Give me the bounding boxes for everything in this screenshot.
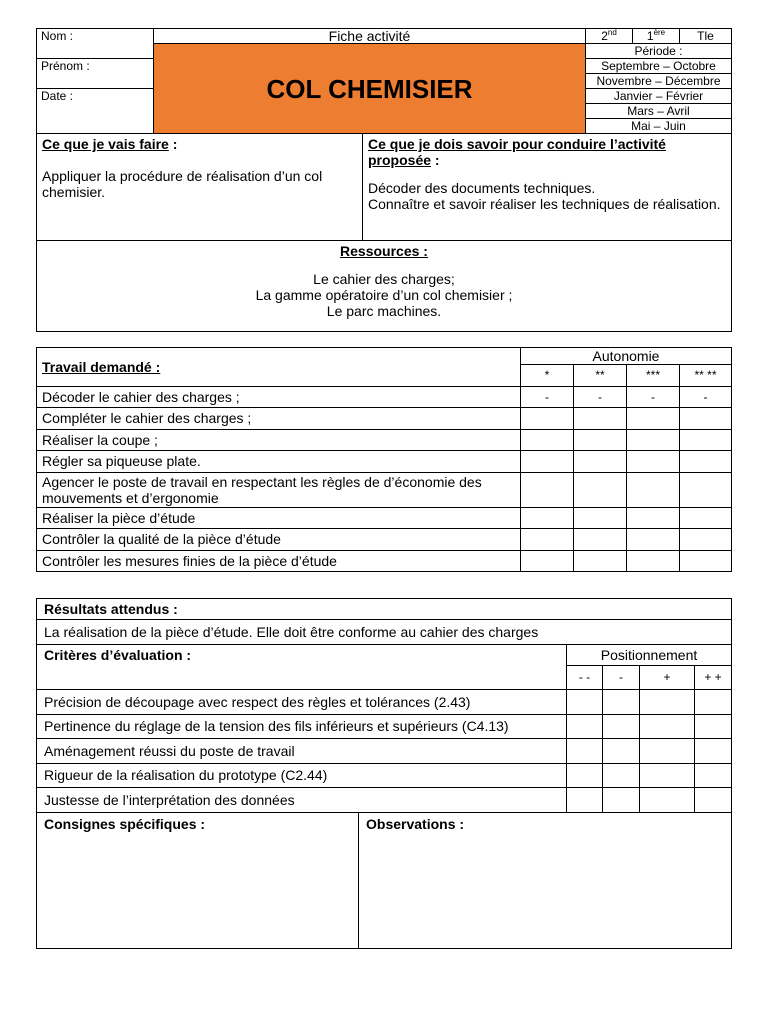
task-row [37, 451, 732, 473]
task-mark[interactable] [680, 472, 732, 507]
position-level: - [603, 665, 640, 690]
ressources-heading: Ressources : [340, 243, 428, 259]
autonomie-level: *** [627, 365, 680, 387]
task-mark[interactable] [627, 550, 680, 572]
ressources-cell [37, 241, 732, 332]
task-mark[interactable] [521, 472, 574, 507]
task-mark[interactable] [680, 550, 732, 572]
task-mark[interactable] [521, 408, 574, 430]
task-mark[interactable] [627, 529, 680, 551]
task-mark[interactable] [680, 451, 732, 473]
criterion-text: Justesse de l’interprétation des données [37, 788, 567, 813]
savoir-heading: Ce que je dois savoir pour conduire l’activité proposée [368, 136, 666, 168]
criterion-mark[interactable] [603, 788, 640, 813]
task-row [37, 429, 732, 451]
ressource-item: Le parc machines. [326, 303, 442, 319]
task-mark[interactable] [521, 429, 574, 451]
period-option[interactable]: Mai – Juin [586, 119, 732, 134]
task-mark[interactable]: - [574, 386, 627, 408]
task-row [37, 550, 732, 572]
resultats-heading-cell [37, 599, 732, 620]
task-mark[interactable] [521, 529, 574, 551]
task-mark[interactable] [680, 529, 732, 551]
criterion-row [37, 739, 732, 764]
criterion-mark[interactable] [695, 788, 732, 813]
page-title: COL CHEMISIER [266, 73, 473, 104]
autonomie-level: ** ** [680, 365, 732, 387]
faire-cell: Ce que je vais faire : Appliquer la procédure de réalisation d’un col chemisier. [37, 134, 363, 241]
autonomie-label: Autonomie [521, 348, 732, 365]
period-option[interactable]: Mars – Avril [586, 104, 732, 119]
task-mark[interactable] [680, 507, 732, 529]
doc-type: Fiche activité [154, 29, 586, 44]
task-text: Régler sa piqueuse plate. [37, 451, 521, 473]
level-1ere[interactable]: 1ère [633, 29, 680, 44]
consignes-box[interactable] [37, 812, 359, 948]
criterion-mark[interactable] [640, 763, 695, 788]
ressource-item: La gamme opératoire d’un col chemisier ; [255, 287, 513, 303]
nom-label: Nom : [41, 29, 74, 43]
criterion-mark[interactable] [603, 763, 640, 788]
task-mark[interactable] [574, 472, 627, 507]
criterion-mark[interactable] [640, 714, 695, 739]
title-banner [154, 44, 586, 134]
task-text: Réaliser la coupe ; [37, 429, 521, 451]
criterion-mark[interactable] [695, 739, 732, 764]
resultats-table [36, 598, 732, 949]
travail-heading-cell [37, 348, 521, 387]
criterion-row [37, 690, 732, 715]
period-option[interactable]: Septembre – Octobre [586, 59, 732, 74]
task-mark[interactable] [574, 550, 627, 572]
criterion-mark[interactable] [695, 714, 732, 739]
periode-label: Période : [586, 44, 732, 59]
criterion-row [37, 788, 732, 813]
task-row [37, 386, 732, 408]
savoir-line: Décoder des documents techniques. [368, 180, 596, 196]
criterion-text: Pertinence du réglage de la tension des fils inférieurs et supérieurs (C4.13) [37, 714, 567, 739]
travail-heading: Travail demandé : [42, 358, 161, 375]
task-mark[interactable] [521, 507, 574, 529]
position-level: - - [567, 665, 603, 690]
task-mark[interactable] [574, 529, 627, 551]
criterion-mark[interactable] [603, 690, 640, 715]
task-mark[interactable] [627, 507, 680, 529]
criterion-mark[interactable] [567, 690, 603, 715]
task-mark[interactable]: - [627, 386, 680, 408]
criterion-mark[interactable] [640, 739, 695, 764]
task-mark[interactable] [574, 408, 627, 430]
objectives-table [36, 133, 732, 332]
prenom-field[interactable] [37, 59, 154, 89]
header-table [36, 28, 732, 134]
task-row [37, 529, 732, 551]
faire-heading: Ce que je vais faire [42, 136, 169, 152]
prenom-label: Prénom : [41, 59, 90, 73]
criterion-mark[interactable] [603, 739, 640, 764]
period-option[interactable]: Novembre – Décembre [586, 74, 732, 89]
task-mark[interactable] [627, 429, 680, 451]
task-mark[interactable] [574, 429, 627, 451]
autonomie-level: ** [574, 365, 627, 387]
observations-box[interactable] [359, 812, 732, 948]
task-mark[interactable] [574, 451, 627, 473]
task-row [37, 408, 732, 430]
criterion-mark[interactable] [567, 714, 603, 739]
task-mark[interactable] [574, 507, 627, 529]
criteres-heading-cell [37, 644, 567, 690]
criterion-mark[interactable] [603, 714, 640, 739]
level-2nd[interactable]: 2nd [586, 29, 633, 44]
consignes-heading: Consignes spécifiques : [44, 815, 206, 832]
task-text: Réaliser la pièce d’étude [37, 507, 521, 529]
task-mark[interactable] [627, 408, 680, 430]
resultats-heading: Résultats attendus : [44, 601, 178, 617]
date-field[interactable] [37, 89, 154, 134]
criterion-text: Aménagement réussi du poste de travail [37, 739, 567, 764]
positionnement-label: Positionnement [567, 644, 732, 665]
resultats-text: La réalisation de la pièce d’étude. Elle doit être conforme au cahier des charges [37, 620, 732, 645]
criterion-row [37, 714, 732, 739]
autonomie-level: * [521, 365, 574, 387]
savoir-cell: Ce que je dois savoir pour conduire l’activité proposée : Décoder des documents techniques. Connaître et savoir réaliser les techniques de réalisation. [363, 134, 732, 241]
criterion-mark[interactable] [640, 690, 695, 715]
task-mark[interactable] [680, 429, 732, 451]
task-mark[interactable] [680, 408, 732, 430]
task-text: Contrôler les mesures finies de la pièce d’étude [37, 550, 521, 572]
criterion-text: Précision de découpage avec respect des règles et tolérances (2.43) [37, 690, 567, 715]
task-text: Compléter le cahier des charges ; [37, 408, 521, 430]
nom-field[interactable] [37, 29, 154, 59]
faire-text: Appliquer la procédure de réalisation d’un col chemisier. [42, 168, 323, 200]
criterion-text: Rigueur de la réalisation du prototype (C2.44) [37, 763, 567, 788]
criteres-heading: Critères d’évaluation : [44, 646, 192, 663]
criterion-mark[interactable] [695, 763, 732, 788]
date-label: Date : [41, 89, 74, 103]
period-option[interactable]: Janvier – Février [586, 89, 732, 104]
savoir-line: Connaître et savoir réaliser les techniques de réalisation. [368, 196, 721, 212]
task-text: Décoder le cahier des charges ; [37, 386, 521, 408]
task-row [37, 507, 732, 529]
position-level: + [640, 665, 695, 690]
ressource-item: Le cahier des charges; [313, 271, 455, 287]
task-mark[interactable] [627, 451, 680, 473]
position-level: + + [695, 665, 732, 690]
travail-table [36, 347, 732, 572]
task-mark[interactable] [627, 472, 680, 507]
task-mark[interactable] [521, 550, 574, 572]
task-mark[interactable]: - [521, 386, 574, 408]
criterion-row [37, 763, 732, 788]
task-row [37, 472, 732, 507]
criterion-mark[interactable] [567, 739, 603, 764]
criterion-mark[interactable] [640, 788, 695, 813]
level-tle[interactable]: Tle [680, 29, 732, 44]
criterion-mark[interactable] [567, 788, 603, 813]
task-mark[interactable] [521, 451, 574, 473]
task-text: Agencer le poste de travail en respectant les règles de d’économie des mouvements et d’ergonomie [37, 472, 521, 507]
criterion-mark[interactable] [695, 690, 732, 715]
observations-heading: Observations : [366, 815, 465, 832]
criterion-mark[interactable] [567, 763, 603, 788]
task-mark[interactable]: - [680, 386, 732, 408]
task-text: Contrôler la qualité de la pièce d’étude [37, 529, 521, 551]
